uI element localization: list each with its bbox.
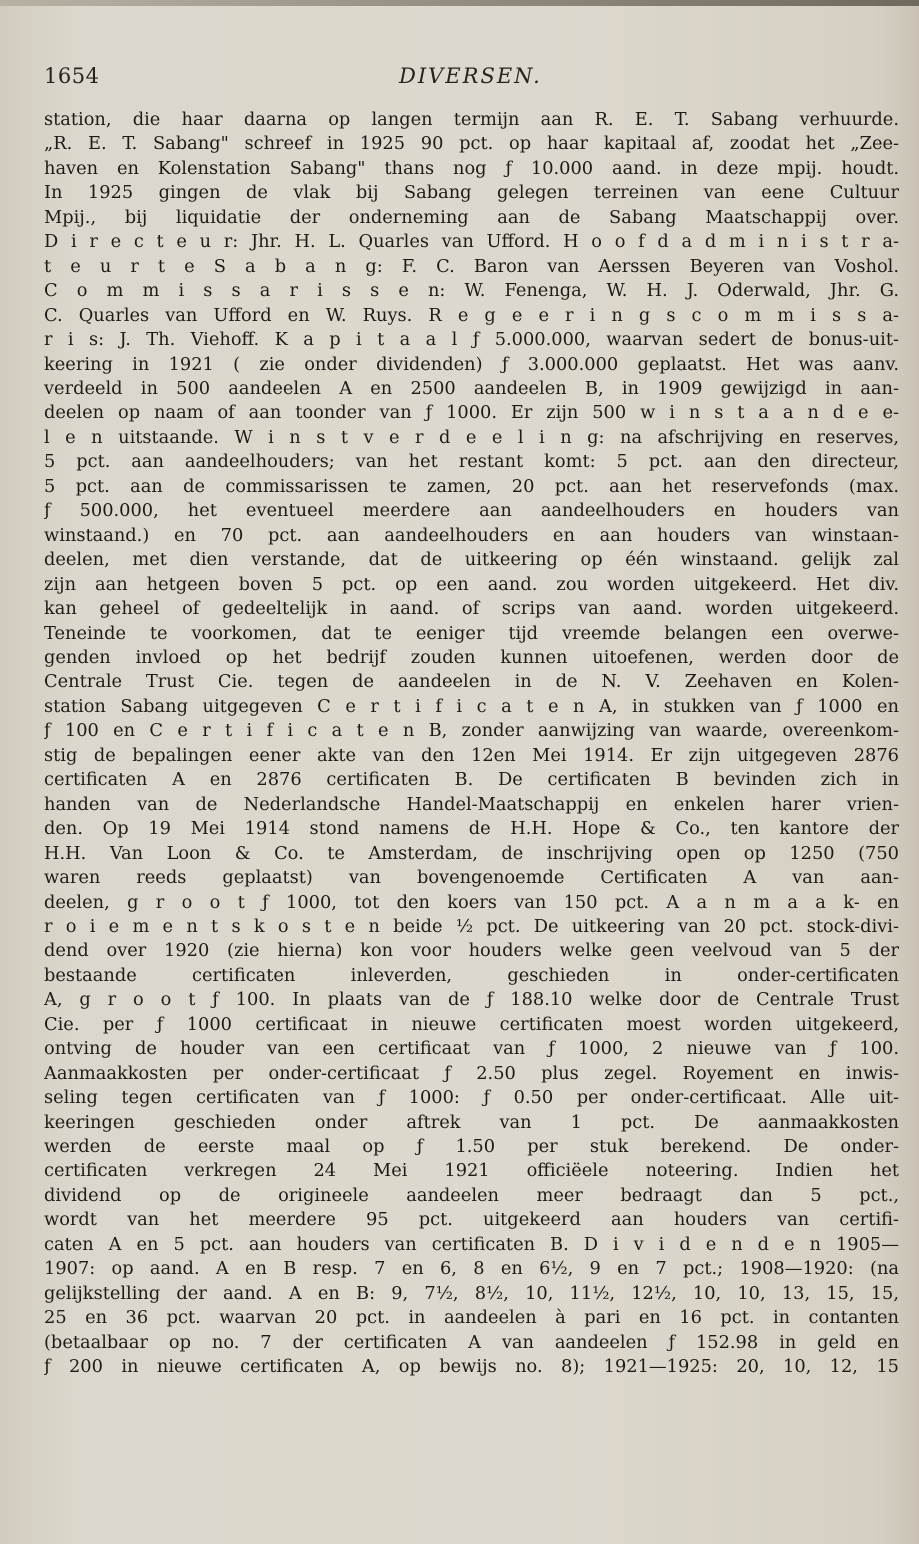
text-line: 1907: op aand. A en B resp. 7 en 6, 8 en 6½, 9 en 7 pct.; 1908—1920: (na xyxy=(44,1258,899,1280)
text-line: haven en Kolenstation Sabang" thans nog ƒ 10.000 aand. in deze mpij. houdt. xyxy=(44,157,899,179)
running-title: DIVERSEN. xyxy=(399,64,542,88)
text-line: station, die haar daarna op langen termijn aan R. E. T. Sabang verhuurde. xyxy=(44,109,899,130)
text-line: ƒ 500.000, het eventueel meerdere aan aandeelhouders en houders van xyxy=(44,500,899,522)
text-line: l e n uitstaande. W i n s t v e r d e e l i n g: na afschrijving en reserves, xyxy=(44,426,899,448)
text-line: bestaande certificaten inleverden, geschieden in onder-certificaten xyxy=(44,964,899,986)
text-line: C. Quarles van Ufford en W. Ruys. R e g e e r i n g s c o m m i s s a- xyxy=(44,304,899,326)
text-line: Mpij., bij liquidatie der onderneming aan de Sabang Maatschappij over. xyxy=(44,206,899,228)
text-line: Cie. per ƒ 1000 certificaat in nieuwe certificaten moest worden uitgekeerd, xyxy=(44,1013,899,1035)
text-line: deelen, g r o o t ƒ 1000, tot den koers van 150 pct. A a n m a a k- en xyxy=(44,891,899,913)
text-line: handen van de Nederlandsche Handel-Maatschappij en enkelen harer vrien- xyxy=(44,793,899,815)
text-line: deelen, met dien verstande, dat de uitkeering op één winstaand. gelijk zal xyxy=(44,549,899,571)
text-line: dend over 1920 (zie hierna) kon voor houders welke geen veelvoud van 5 der xyxy=(44,940,899,962)
text-line: certificaten A en 2876 certificaten B. De certificaten B bevinden zich in xyxy=(44,769,899,791)
text-line: seling tegen certificaten van ƒ 1000: ƒ 0.50 per onder-certificaat. Alle uit- xyxy=(44,1087,899,1109)
text-line: Teneinde te voorkomen, dat te eeniger tijd vreemde belangen een overwe- xyxy=(44,622,899,644)
text-line: ontving de houder van een certificaat van ƒ 1000, 2 nieuwe van ƒ 100. xyxy=(44,1038,899,1060)
text-line: caten A en 5 pct. aan houders van certificaten B. D i v i d e n d e n 1905— xyxy=(44,1233,899,1255)
text-line: genden invloed op het bedrijf zouden kunnen uitoefenen, werden door de xyxy=(44,646,899,668)
text-line: den. Op 19 Mei 1914 stond namens de H.H. Hope & Co., ten kantore der xyxy=(44,818,899,840)
text-line: Centrale Trust Cie. tegen de aandeelen in de N. V. Zeehaven en Kolen- xyxy=(44,671,899,693)
text-line: kan geheel of gedeeltelijk in aand. of scrips van aand. worden uitgekeerd. xyxy=(44,598,899,620)
text-line: „R. E. T. Sabang" schreef in 1925 90 pct. op haar kapitaal af, zoodat het „Zee- xyxy=(44,133,899,155)
text-line: In 1925 gingen de vlak bij Sabang gelegen terreinen van eene Cultuur xyxy=(44,182,899,204)
text-line: gelijkstelling der aand. A en B: 9, 7½, 8½, 10, 11½, 12½, 10, 10, 13, 15, 15, xyxy=(44,1282,899,1304)
text-line: ƒ 100 en C e r t i f i c a t e n B, zonder aanwijzing van waarde, overeenkom- xyxy=(44,720,899,742)
text-line: Aanmaakkosten per onder-certificaat ƒ 2.50 plus zegel. Royement en inwis- xyxy=(44,1062,899,1084)
text-line: ƒ 200 in nieuwe certificaten A, op bewijs no. 8); 1921—1925: 20, 10, 12, 15 xyxy=(44,1356,899,1378)
text-line: certificaten verkregen 24 Mei 1921 officiëele noteering. Indien het xyxy=(44,1160,899,1182)
page-top-edge xyxy=(0,0,919,6)
text-line: stig de bepalingen eener akte van den 12en Mei 1914. Er zijn uitgegeven 2876 xyxy=(44,744,899,766)
text-line: dividend op de origineele aandeelen meer bedraagt dan 5 pct., xyxy=(44,1184,899,1206)
page-header xyxy=(44,64,899,104)
text-line: C o m m i s s a r i s s e n: W. Fenenga, W. H. J. Oderwald, Jhr. G. xyxy=(44,280,899,302)
page-number: 1654 xyxy=(44,64,100,88)
text-line: r o i e m e n t s k o s t e n beide ½ pct. De uitkeering van 20 pct. stock-divi- xyxy=(44,915,899,937)
text-line: werden de eerste maal op ƒ 1.50 per stuk berekend. De onder- xyxy=(44,1136,899,1158)
text-line: zijn aan hetgeen boven 5 pct. op een aand. zou worden uitgekeerd. Het div. xyxy=(44,573,899,595)
text-line: waren reeds geplaatst) van bovengenoemde Certificaten A van aan- xyxy=(44,867,899,889)
text-line: D i r e c t e u r: Jhr. H. L. Quarles van Ufford. H o o f d a d m i n i s t r a- xyxy=(44,231,899,253)
text-line: 5 pct. aan de commissarissen te zamen, 20 pct. aan het reservefonds (max. xyxy=(44,475,899,497)
text-line: H.H. Van Loon & Co. te Amsterdam, de inschrijving open op 1250 (750 xyxy=(44,842,899,864)
body-text xyxy=(44,108,899,1380)
text-line: deelen op naam of aan toonder van ƒ 1000. Er zijn 500 w i n s t a a n d e e- xyxy=(44,402,899,424)
text-line: winstaand.) en 70 pct. aan aandeelhouders en aan houders van winstaan- xyxy=(44,524,899,546)
text-line: verdeeld in 500 aandeelen A en 2500 aandeelen B, in 1909 gewijzigd in aan- xyxy=(44,377,899,399)
text-line: (betaalbaar op no. 7 der certificaten A van aandeelen ƒ 152.98 in geld en xyxy=(44,1331,899,1353)
text-line: t e u r t e S a b a n g: F. C. Baron van Aerssen Beyeren van Voshol. xyxy=(44,255,899,277)
text-line: keeringen geschieden onder aftrek van 1 pct. De aanmaakkosten xyxy=(44,1111,899,1133)
text-line: wordt van het meerdere 95 pct. uitgekeerd aan houders van certifi- xyxy=(44,1209,899,1231)
text-line: station Sabang uitgegeven C e r t i f i c a t e n A, in stukken van ƒ 1000 en xyxy=(44,695,899,717)
text-line: r i s: J. Th. Viehoff. K a p i t a a l ƒ 5.000.000, waarvan sedert de bonus-uit- xyxy=(44,329,899,351)
text-line: A, g r o o t ƒ 100. In plaats van de ƒ 188.10 welke door de Centrale Trust xyxy=(44,989,899,1011)
text-line: 5 pct. aan aandeelhouders; van het restant komt: 5 pct. aan den directeur, xyxy=(44,451,899,473)
text-line: 25 en 36 pct. waarvan 20 pct. in aandeelen à pari en 16 pct. in contanten xyxy=(44,1307,899,1329)
text-line: keering in 1921 ( zie onder dividenden) ƒ 3.000.000 geplaatst. Het was aanv. xyxy=(44,353,899,375)
